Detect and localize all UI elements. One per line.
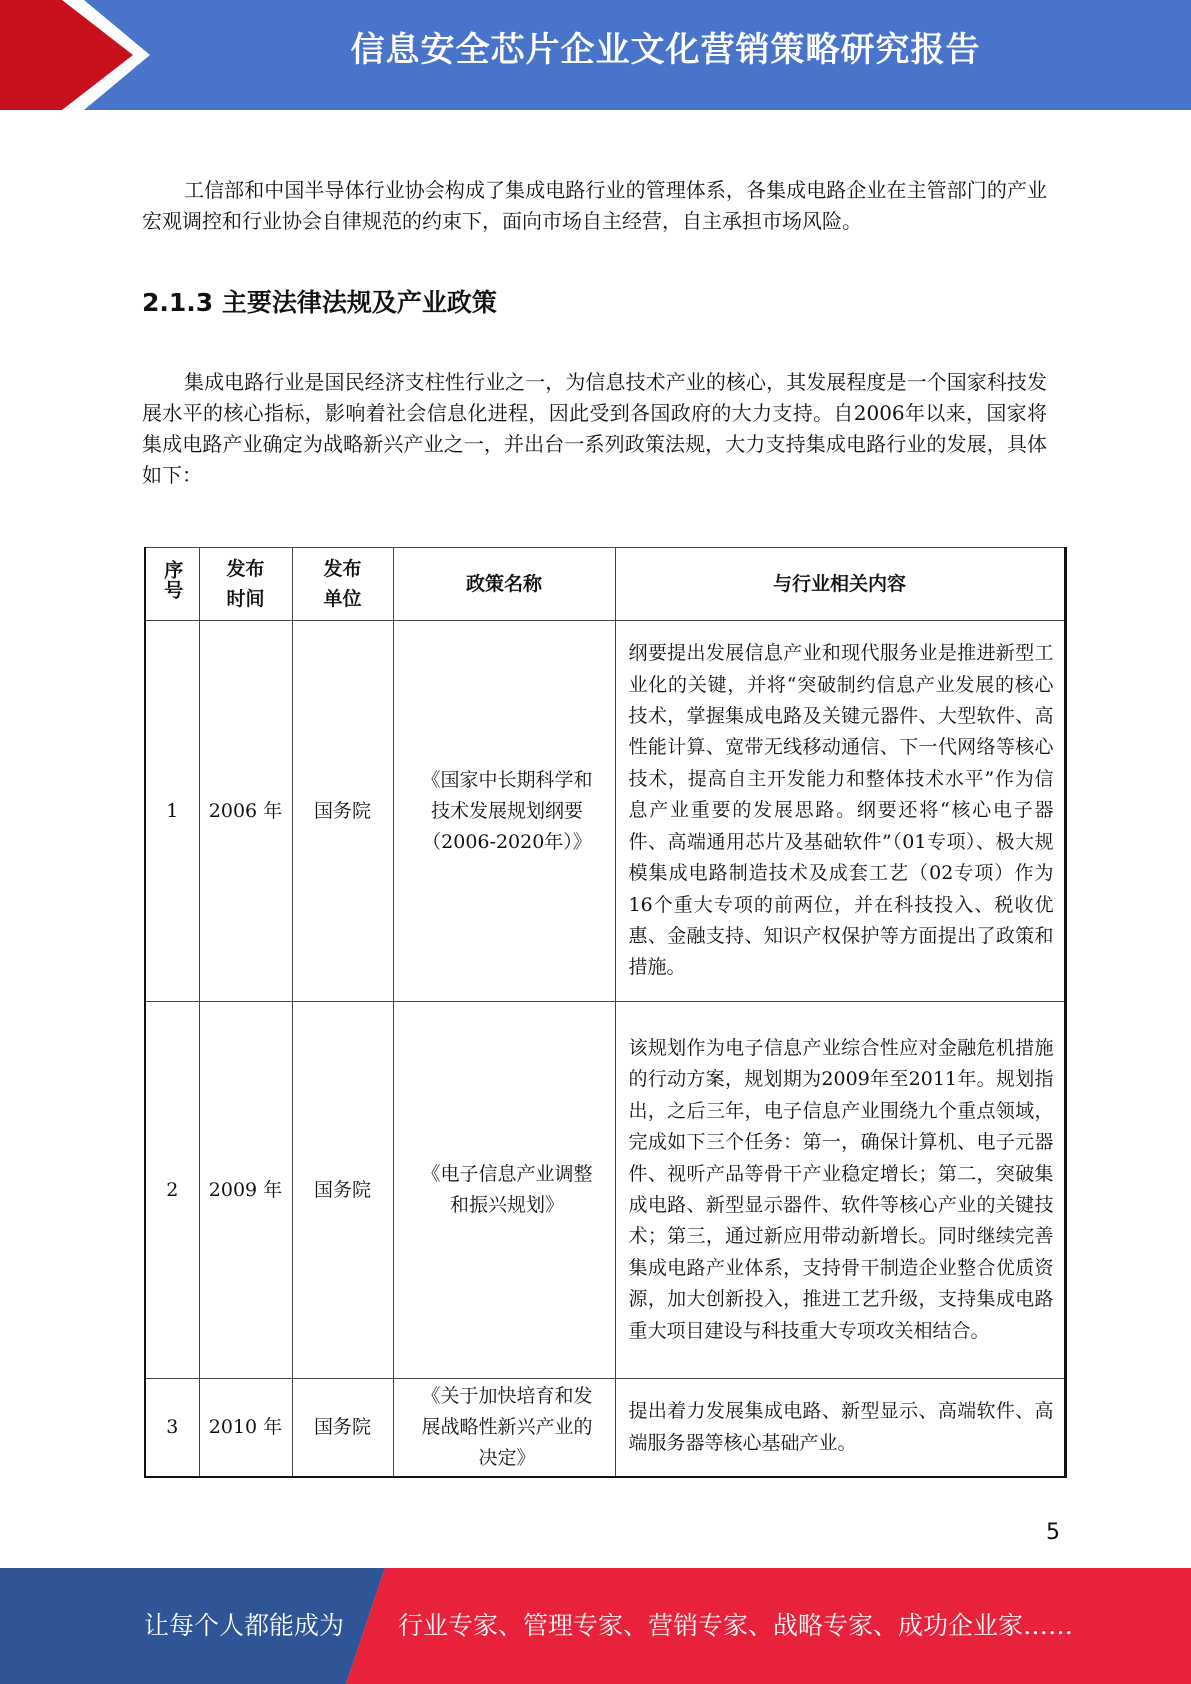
table-row bbox=[145, 1002, 1065, 1379]
footer-slogan-left: 让每个人都能成为 bbox=[144, 1611, 345, 1640]
header-issuer: 发布 单位 bbox=[292, 548, 393, 621]
row-date: 2009 年 bbox=[199, 1002, 292, 1379]
page-header bbox=[0, 0, 1191, 110]
row-issuer: 国务院 bbox=[292, 621, 393, 1002]
row-policy-name: 《关于加快培育和发展战略性新兴产业的决定》 bbox=[393, 1379, 615, 1478]
row-policy-name: 《国家中长期科学和技术发展规划纲要（2006-2020年）》 bbox=[393, 621, 615, 1002]
row-date: 2010 年 bbox=[199, 1379, 292, 1478]
row-policy-name: 《电子信息产业调整和振兴规划》 bbox=[393, 1002, 615, 1379]
row-index: 1 bbox=[145, 621, 199, 1002]
header-index: 序号 bbox=[145, 548, 199, 621]
intro-paragraph: 工信部和中国半导体行业协会构成了集成电路行业的管理体系，各集成电路企业在主管部门的产业宏观调控和行业协会自律规范的约束下，面向市场自主经营，自主承担市场风险。 bbox=[142, 178, 1047, 233]
section-heading: 2.1.3 主要法律法规及产业政策 bbox=[142, 288, 497, 317]
row-issuer: 国务院 bbox=[292, 1002, 393, 1379]
row-content: 提出着力发展集成电路、新型显示、高端软件、高端服务器等核心基础产业。 bbox=[615, 1379, 1065, 1478]
page-footer bbox=[0, 1568, 1191, 1684]
table-row bbox=[145, 1379, 1065, 1478]
row-date: 2006 年 bbox=[199, 621, 292, 1002]
header-policy-name: 政策名称 bbox=[393, 548, 615, 621]
page-number: 5 bbox=[1046, 1520, 1060, 1545]
policy-intro-paragraph: 集成电路行业是国民经济支柱性行业之一，为信息技术产业的核心，其发展程度是一个国家科技发展水平的核心指标，影响着社会信息化进程，因此受到各国政府的大力支持。自2006年以来，国家将集成电路产业确定为战略新兴产业之一，并出台一系列政策法规，大力支持集成电路行业的发展，具体如下： bbox=[142, 370, 1047, 487]
row-content: 纲要提出发展信息产业和现代服务业是推进新型工业化的关键，并将“突破制约信息产业发展的核心技术，掌握集成电路及关键元器件、大型软件、高性能计算、宽带无线移动通信、下一代网络等核心技术，提高自主开发能力和整体技术水平”作为信息产业重要的发展思路。纲要还将“核心电子器件、高端通用芯片及基础软件”（01专项）、极大规模集成电路制造技术及成套工艺（02专项）作为16个重大专项的前两位，并在科技投入、税收优惠、金融支持、知识产权保护等方面提出了政策和措施。 bbox=[615, 621, 1065, 1002]
policy-table bbox=[144, 547, 1067, 1478]
row-content: 该规划作为电子信息产业综合性应对金融危机措施的行动方案，规划期为2009年至2011年。规划指出，之后三年，电子信息产业围绕九个重点领域，完成如下三个任务：第一，确保计算机、电子元器件、视听产品等骨干产业稳定增长；第二，突破集成电路、新型显示器件、软件等核心产业的关键技术；第三，通过新应用带动新增长。同时继续完善集成电路产业体系，支持骨干制造企业整合优质资源，加大创新投入，推进工艺升级，支持集成电路重大项目建设与科技重大专项攻关相结合。 bbox=[615, 1002, 1065, 1379]
row-index: 3 bbox=[145, 1379, 199, 1478]
header-date: 发布 时间 bbox=[199, 548, 292, 621]
row-issuer: 国务院 bbox=[292, 1379, 393, 1478]
row-index: 2 bbox=[145, 1002, 199, 1379]
table-row bbox=[145, 621, 1065, 1002]
footer-slogan-right: 行业专家、管理专家、营销专家、战略专家、成功企业家…… bbox=[398, 1611, 1074, 1640]
report-title: 信息安全芯片企业文化营销策略研究报告 bbox=[350, 30, 981, 70]
header-content: 与行业相关内容 bbox=[615, 548, 1065, 621]
table-header-row bbox=[145, 548, 1065, 621]
